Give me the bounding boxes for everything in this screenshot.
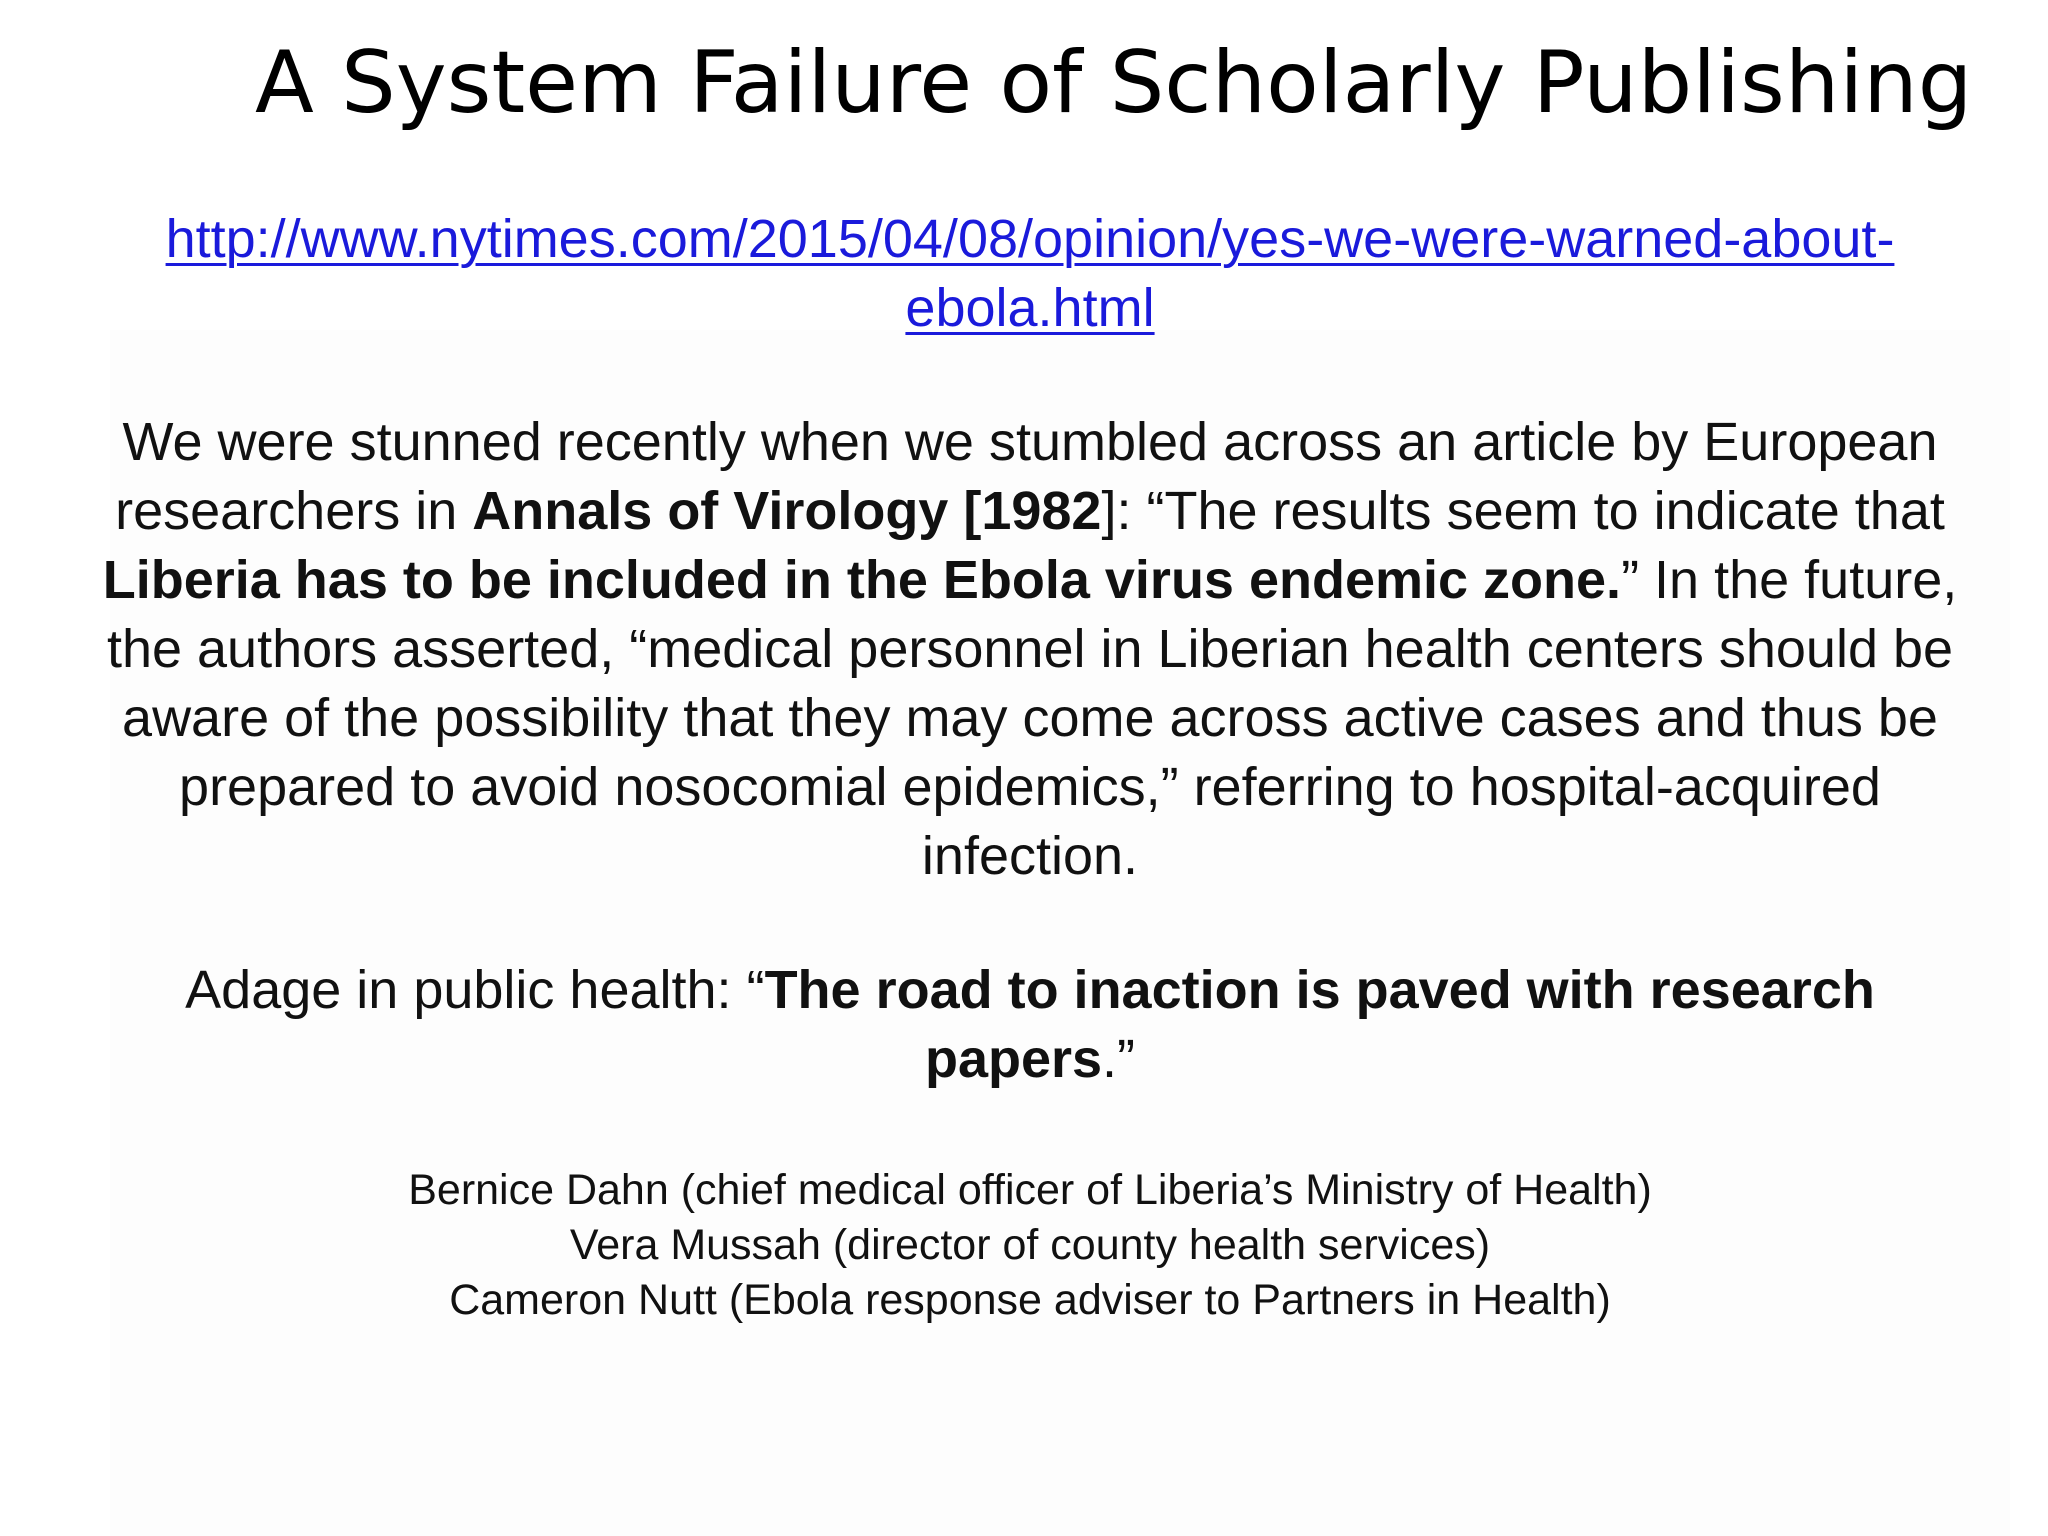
quote-line-4: the authors asserted, “medical personnel in Liberian health centers should be xyxy=(106,619,1954,679)
journal-citation: Annals of Virology [1982 xyxy=(472,481,1102,541)
quote-line-7: infection. xyxy=(921,826,1139,886)
slide-title: A System Failure of Scholarly Publishing xyxy=(255,33,1973,133)
quote-line-3-text-b: ” In the future, xyxy=(1621,550,1958,610)
key-finding: Liberia has to be included in the Ebola virus endemic zone. xyxy=(102,550,1622,610)
quote-line-2 xyxy=(40,477,2020,546)
author-list xyxy=(40,1163,2020,1328)
adage-line-2 xyxy=(40,1025,2020,1094)
adage-intro: Adage in public health: “ xyxy=(185,960,765,1020)
author-3: Cameron Nutt (Ebola response adviser to Partners in Health) xyxy=(449,1276,1611,1324)
source-link[interactable] xyxy=(100,205,1960,343)
adage-bold-2: papers xyxy=(924,1029,1103,1089)
adage-bold-1: The road to inaction is paved with research xyxy=(764,960,1875,1020)
adage-line-1 xyxy=(40,956,2020,1025)
adage-paragraph xyxy=(40,956,2020,1094)
quote-line-2-text-a: researchers in xyxy=(115,481,473,541)
quote-paragraph xyxy=(40,408,2020,891)
quote-line-2-text-c: ]: “The results seem to indicate that xyxy=(1101,481,1945,541)
quote-line-6: prepared to avoid nosocomial epidemics,” referring to hospital-acquired xyxy=(179,757,1881,817)
quote-line-1: We were stunned recently when we stumbled across an article by European xyxy=(122,412,1938,472)
source-link-line-1[interactable]: http://www.nytimes.com/2015/04/08/opinion/yes-we-were-warned-about- xyxy=(165,209,1895,269)
quote-line-5: aware of the possibility that they may come across active cases and thus be xyxy=(122,688,1938,748)
quote-line-3 xyxy=(40,546,2020,615)
author-1: Bernice Dahn (chief medical officer of Liberia’s Ministry of Health) xyxy=(408,1166,1652,1214)
author-2: Vera Mussah (director of county health services) xyxy=(569,1221,1491,1269)
source-link-line-2[interactable]: ebola.html xyxy=(905,278,1155,338)
adage-closing: .” xyxy=(1102,1029,1136,1089)
